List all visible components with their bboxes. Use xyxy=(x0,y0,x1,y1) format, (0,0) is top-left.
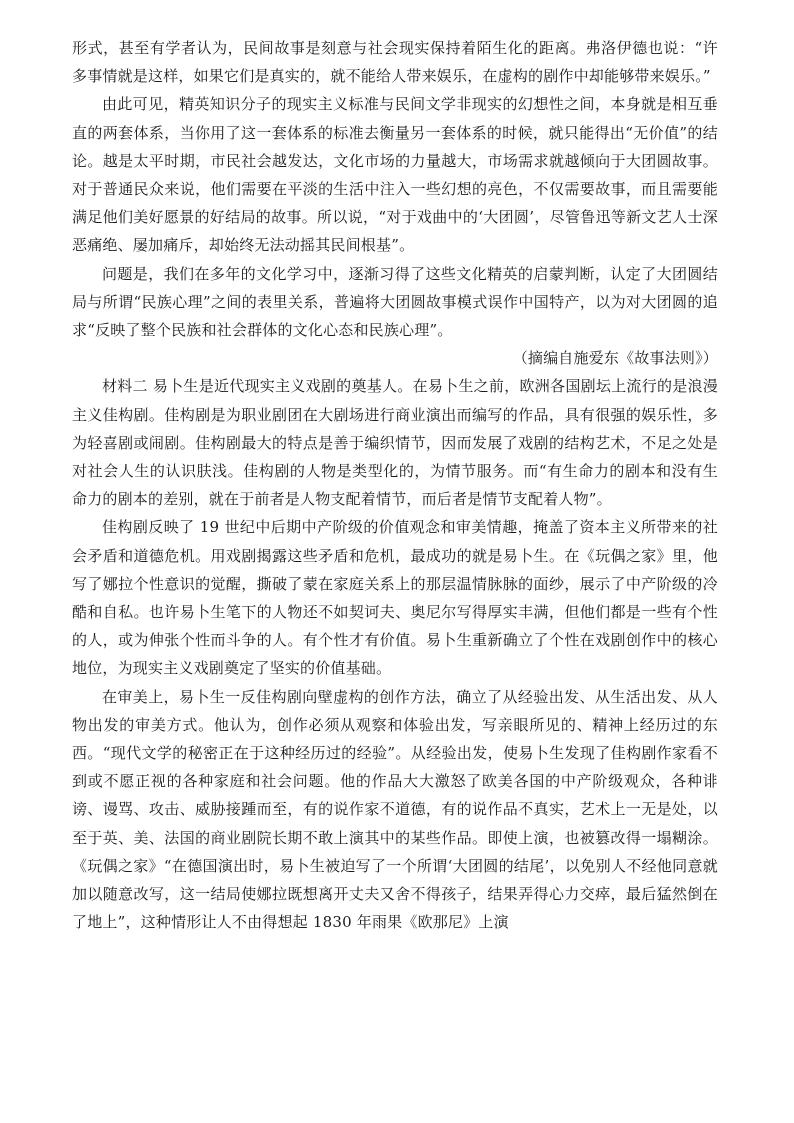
source-citation: （摘编自施爱东《故事法则》） xyxy=(512,349,718,368)
material-2-paragraph-3: 在审美上，易卜生一反佳构剧向壁虚构的创作方法，确立了从经验出发、从生活出发、从人物出发的审美方式。他认为，创作必须从观察和体验出发，写亲眼所见的、精神上经历过的东西。“现代文学的秘密正在于这种经历过的经验”。从经验出发，使易卜生发现了佳构剧作家看不到或不愿正视的各种家庭和社会问题。他的作品大大激怒了欧美各国的中产阶级观众，各种诽谤、谩骂、攻击、威胁接踵而至，有的说作家不道德，有的说作品不真实，艺术上一无是处，以至于英、美、法国的商业剧院长期不敢上演其中的某些作品。即使上演，也被篡改得一塌糊涂。《玩偶之家》“在德国演出时，易卜生被迫写了一个所谓‘大团圆的结尾’，以免别人不经他同意就加以随意改写，这一结局使娜拉既想离开丈夫又舍不得孩子，结果弄得心力交瘁，最后猛然倒在了地上”，这种情形让人不由得想起 1830 年雨果《欧那尼》上演 xyxy=(72,687,718,932)
material-2-paragraph-2: 佳构剧反映了 19 世纪中后期中产阶级的价值观念和审美情趣，掩盖了资本主义所带来的社会矛盾和道德危机。用戏剧揭露这些矛盾和危机，最成功的就是易卜生。在《玩偶之家》里，他写了娜拉个性意识的觉醒，撕破了蒙在家庭关系上的那层温情脉脉的面纱，展示了中产阶级的冷酷和自私。也许易卜生笔下的人物还不如契诃夫、奥尼尔写得厚实丰满，但他们都是一些有个性的人，或为伸张个性而斗争的人。有个性才有价值。易卜生重新确立了个性在戏剧创作中的核心地位，为现实主义戏剧奠定了坚实的价值基础。 xyxy=(72,518,718,678)
material-2-label: 材料二 xyxy=(102,377,148,396)
paragraph-3: 问题是，我们在多年的文化学习中，逐渐习得了这些文化精英的启蒙判断，认定了大团圆结局与所谓“民族心理”之间的表里关系，普遍将大团圆故事模式误作中国特产，以为对大团圆的追求“反映了整个民族和社会群体的文化心态和民族心理”。 xyxy=(72,264,718,340)
material-2-text: 易卜生是近代现实主义戏剧的奠基人。在易卜生之前，欧洲各国剧坛上流行的是浪漫主义佳构剧。佳构剧是为职业剧团在大剧场进行商业演出而编写的作品，具有很强的娱乐性，多为轻喜剧或闹剧。佳构剧最大的特点是善于编织情节，因而发展了戏剧的结构艺术，不足之处是对社会人生的认识肤浅。佳构剧的人物是类型化的，为情节服务。而“有生命力的剧本和没有生命力的剧本的差别，就在于前者是人物支配着情节，而后者是情节支配着人物”。 xyxy=(72,377,718,509)
document-page xyxy=(72,34,718,937)
paragraph-2: 由此可见，精英知识分子的现实主义标准与民间文学非现实的幻想性之间，本身就是相互垂直的两套体系，当你用了这一套体系的标准去衡量另一套体系的时候，就只能得出“无价值”的结论。越是太平时期，市民社会越发达，文化市场的力量越大，市场需求就越倾向于大团圆故事。对于普通民众来说，他们需要在平淡的生活中注入一些幻想的亮色，不仅需要故事，而且需要能满足他们美好愿景的好结局的故事。所以说，“对于戏曲中的‘大团圆’，尽管鲁迅等新文艺人士深恶痛绝、屡加痛斥，却始终无法动摇其民间根基”。 xyxy=(72,95,718,255)
paragraph-1: 形式，甚至有学者认为，民间故事是刻意与社会现实保持着陌生化的距离。弗洛伊德也说：“许多事情就是这样，如果它们是真实的，就不能给人带来娱乐，在虚构的剧作中却能够带来娱乐。” xyxy=(72,39,718,86)
material-2-paragraph-1 xyxy=(72,372,718,513)
